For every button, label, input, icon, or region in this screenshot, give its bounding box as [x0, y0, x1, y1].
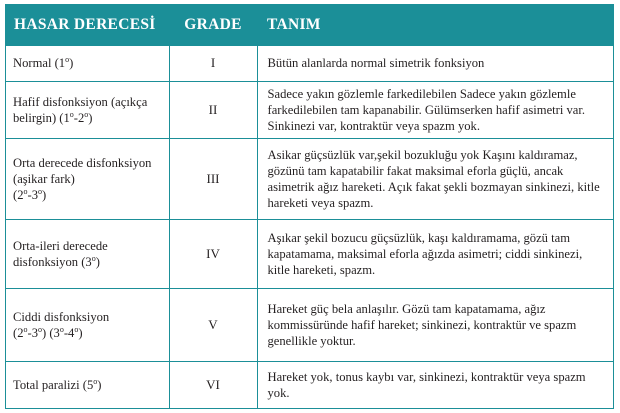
degree-cell	[6, 288, 169, 361]
degree-cell	[6, 45, 169, 81]
degree-cell	[6, 138, 169, 219]
superscript: o	[23, 324, 28, 334]
degree-text: Orta-ileri derecede disfonksiyon	[13, 238, 108, 269]
superscript: o	[38, 324, 42, 334]
degree-range: (1	[59, 110, 70, 125]
superscript: o	[23, 186, 28, 196]
superscript: o	[59, 324, 64, 334]
degree-range: ) (3	[42, 325, 60, 340]
degree-text: Orta derecede disfonksiyon (aşikar fark)	[13, 155, 152, 186]
table-row	[6, 138, 613, 219]
degree-range: )	[78, 325, 83, 340]
superscript: o	[38, 186, 42, 196]
table-row	[6, 45, 613, 81]
table-row	[6, 361, 613, 409]
superscript: o	[84, 109, 89, 119]
superscript: o	[74, 324, 79, 334]
degree-range: -2	[73, 110, 85, 125]
tanim-cell: Hareket yok, tonus kaybı var, sinkinezi, kontraktür veya spazm yok.	[257, 361, 613, 409]
grade-cell: VI	[169, 361, 257, 409]
degree-text: Hafif disfonksiyon (açıkça belirgin)	[13, 94, 148, 125]
grade-cell: II	[169, 81, 257, 138]
degree-range: (5	[82, 378, 94, 393]
degree-range: )	[97, 378, 102, 393]
degree-range: (3	[81, 254, 92, 269]
degree-text: )	[69, 56, 74, 70]
grade-cell: III	[169, 138, 257, 219]
table-row	[6, 288, 613, 361]
degree-range: -4	[63, 325, 75, 340]
degree-text: Ciddi disfonksiyon	[13, 309, 110, 324]
degree-range: (2	[13, 325, 24, 340]
degree-text: Total paralizi	[13, 378, 80, 393]
degree-range: )	[95, 254, 100, 269]
superscript: o	[69, 109, 74, 119]
tanim-cell: Hareket güç bela anlaşılır. Gözü tam kapatamama, ağız kommissüründe hafif hareket; sinkinezi, kontraktür ve spazm genellikle yoktur.	[257, 288, 613, 361]
header-tanim: TANIM	[257, 5, 613, 45]
degree-cell	[6, 219, 169, 288]
header-hasar-derecesi: HASAR DERECESİ	[6, 5, 169, 45]
table-header-row	[6, 5, 613, 45]
superscript: o	[91, 253, 96, 263]
superscript: o	[65, 54, 70, 64]
table-row	[6, 219, 613, 288]
grade-cell: I	[169, 45, 257, 81]
header-grade: GRADE	[169, 5, 257, 45]
superscript: o	[93, 377, 98, 387]
grade-cell: V	[169, 288, 257, 361]
table-row	[6, 81, 613, 138]
degree-cell	[6, 361, 169, 409]
degree-cell	[6, 81, 169, 138]
tanim-cell: Aşıkar şekil bozucu güçsüzlük, kaşı kaldıramama, gözü tam kapatamama, maksimal eforla ağızda asimetri; ciddi sinkinezi, kitle hareketi, spazm.	[257, 219, 613, 288]
degree-range: )	[42, 187, 47, 202]
grade-cell: IV	[169, 219, 257, 288]
degree-text: Normal (1	[13, 56, 66, 70]
grading-table-container	[5, 4, 614, 409]
facial-nerve-grading-table	[6, 5, 613, 409]
degree-range: (2	[13, 187, 24, 202]
degree-range: -3	[27, 187, 38, 202]
degree-range: )	[88, 110, 93, 125]
tanim-cell: Sadece yakın gözlemle farkedilebilen Sadece yakın gözlemle farkedilebilen tam kapanabilir. Gülümserken hafif asimetri var. Sinkinezi var, kontraktür veya spazm yok.	[257, 81, 613, 138]
tanim-cell: Asikar güçsüzlük var,şekil bozukluğu yok Kaşını kaldıramaz, gözünü tam kapatabilir fakat maksimal eforla güçlü, ancak asimetrik ağız hareketi. Açık fakat şekli bozmayan sinkinezi, kitle hareketi veya spazm.	[257, 138, 613, 219]
tanim-cell: Bütün alanlarda normal simetrik fonksiyon	[257, 45, 613, 81]
degree-range: -3	[27, 325, 38, 340]
